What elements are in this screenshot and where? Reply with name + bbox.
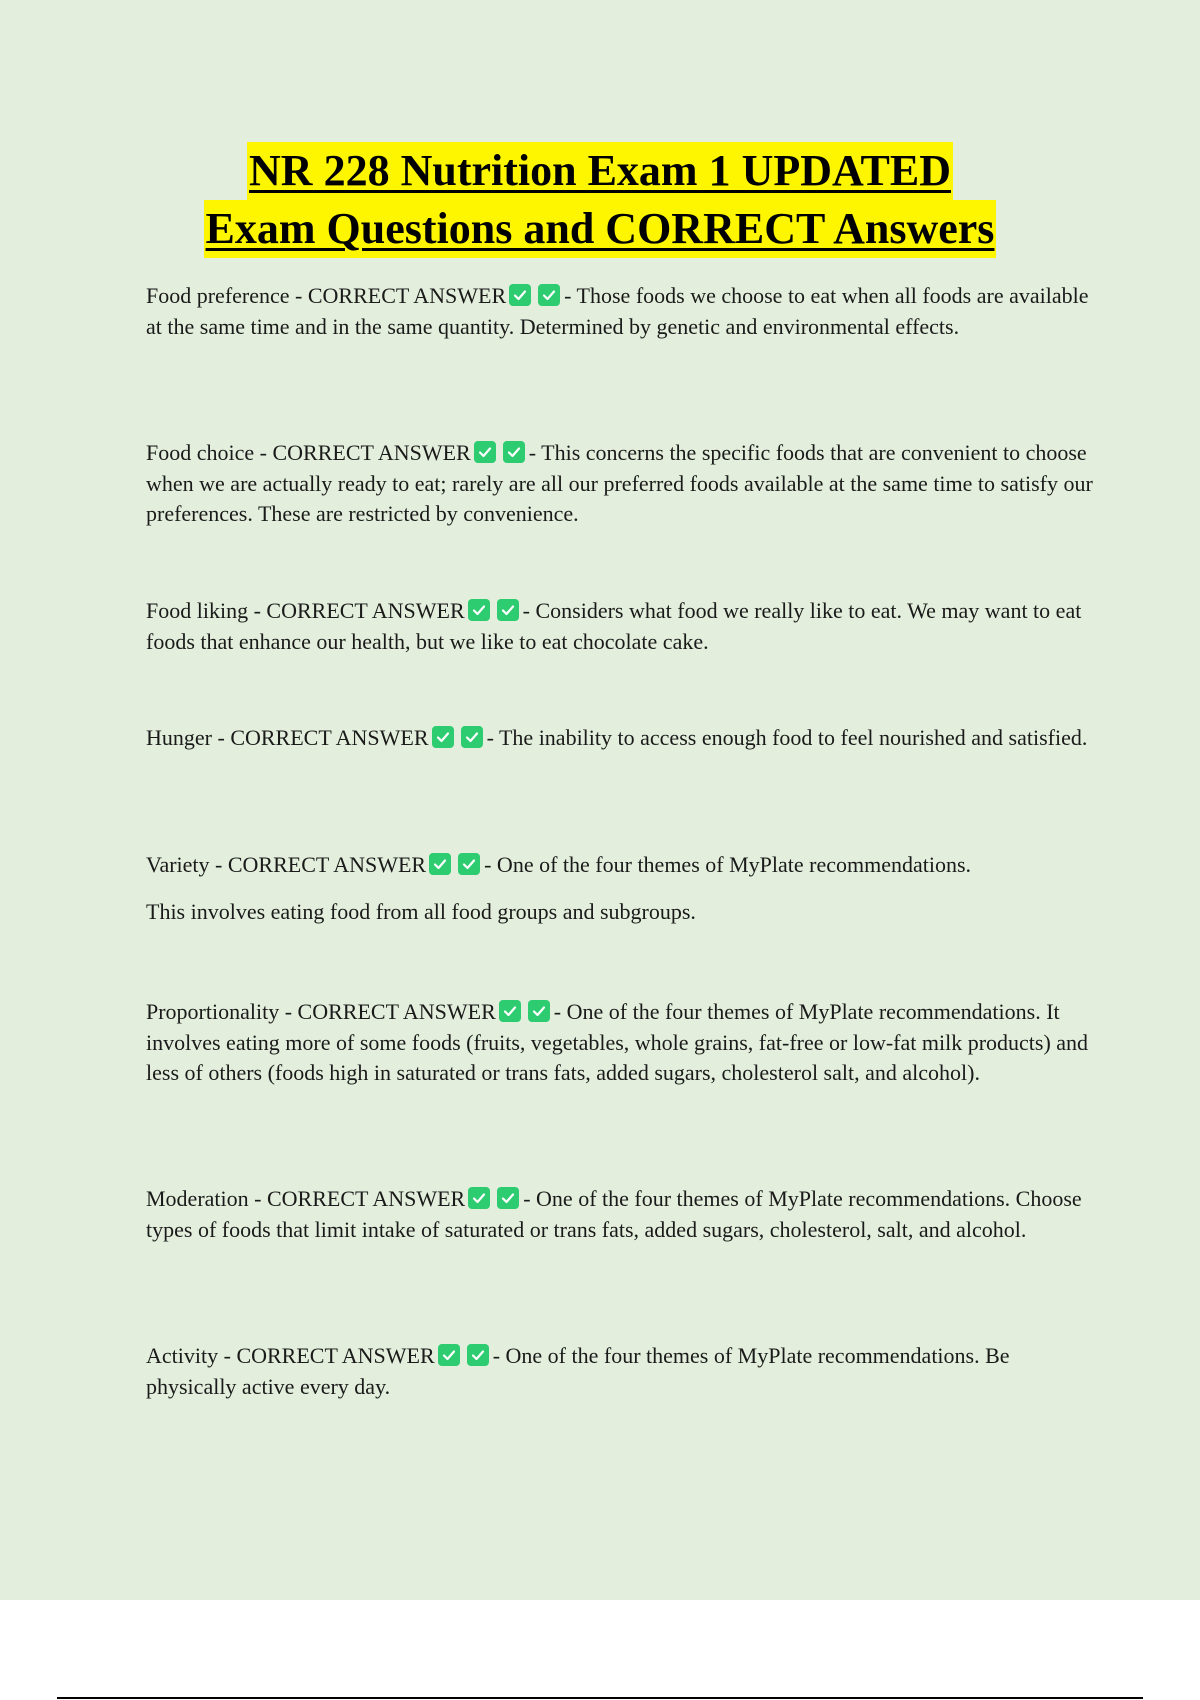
entry-term: Food preference - [146, 283, 308, 308]
entry-term: Food liking - [146, 598, 267, 623]
entry-definition: - One of the four themes of MyPlate recommendations. Be physically active every day. [146, 1343, 1010, 1399]
entry-definition: - This concerns the specific foods that are convenient to choose when we are actually ready to eat; rarely are all our preferred foods available at the same time to satisfy our preferences. These are restricted by convenience. [146, 440, 1093, 526]
check-mark-icon [499, 1000, 521, 1022]
entry-extra-paragraph: This involves eating food from all food groups and subgroups. [146, 898, 696, 924]
qa-entry-proportionality [146, 997, 1096, 1089]
entry-term: Activity - [146, 1343, 237, 1368]
entry-definition: - Considers what food we really like to eat. We may want to eat foods that enhance our health, but we like to eat chocolate cake. [146, 598, 1082, 654]
check-mark-icon [432, 726, 454, 748]
title-line-2: Exam Questions and CORRECT Answers [204, 200, 997, 258]
check-mark-icon [468, 1187, 490, 1209]
entry-term: Food choice - [146, 440, 273, 465]
check-mark-icon [509, 284, 531, 306]
check-mark-icon [429, 853, 451, 875]
entry-term: Variety - [146, 852, 228, 877]
entry-definition: - Those foods we choose to eat when all foods are available at the same time and in the same quantity. Determined by genetic and environmental effects. [146, 283, 1089, 339]
check-mark-icon [497, 599, 519, 621]
answer-label: CORRECT ANSWER [236, 1343, 435, 1368]
entry-definition: - One of the four themes of MyPlate recommendations. Choose types of foods that limit intake of saturated or trans fats, added sugars, cholesterol, salt, and alcohol. [146, 1186, 1082, 1242]
qa-entry-hunger [146, 723, 1096, 754]
qa-entry-food-liking [146, 596, 1096, 657]
check-mark-icon [458, 853, 480, 875]
check-mark-icon [497, 1187, 519, 1209]
page-title [0, 142, 1200, 258]
entry-term: Hunger - [146, 725, 231, 750]
check-mark-icon [474, 441, 496, 463]
qa-entry-food-preference [146, 281, 1096, 342]
qa-entry-food-choice [146, 438, 1096, 530]
footer-divider [57, 1697, 1143, 1699]
check-mark-icon [503, 441, 525, 463]
answer-label: CORRECT ANSWER [230, 725, 429, 750]
entry-definition: - The inability to access enough food to feel nourished and satisfied. [486, 725, 1088, 750]
check-mark-icon [538, 284, 560, 306]
answer-label: CORRECT ANSWER [266, 598, 465, 623]
check-mark-icon [467, 1344, 489, 1366]
check-mark-icon [461, 726, 483, 748]
answer-label: CORRECT ANSWER [227, 852, 427, 877]
answer-label: CORRECT ANSWER [272, 440, 471, 465]
qa-entry-moderation [146, 1184, 1096, 1245]
answer-label: CORRECT ANSWER [307, 283, 507, 308]
answer-label: CORRECT ANSWER [297, 999, 496, 1024]
title-line-1: NR 228 Nutrition Exam 1 UPDATED [247, 142, 953, 200]
entry-definition: - One of the four themes of MyPlate recommendations. It involves eating more of some foods (fruits, vegetables, whole grains, fat-free or low-fat milk products) and less of others (foods high in saturated or trans fats, added sugars, cholesterol salt, and alcohol). [146, 999, 1089, 1085]
qa-entry-variety [146, 850, 1096, 927]
qa-entry-activity [146, 1341, 1096, 1402]
entry-definition: - One of the four themes of MyPlate recommendations. [484, 852, 972, 877]
entry-term: Moderation - [146, 1186, 267, 1211]
check-mark-icon [438, 1344, 460, 1366]
check-mark-icon [468, 599, 490, 621]
check-mark-icon [528, 1000, 550, 1022]
entry-term: Proportionality - [146, 999, 298, 1024]
answer-label: CORRECT ANSWER [266, 1186, 466, 1211]
